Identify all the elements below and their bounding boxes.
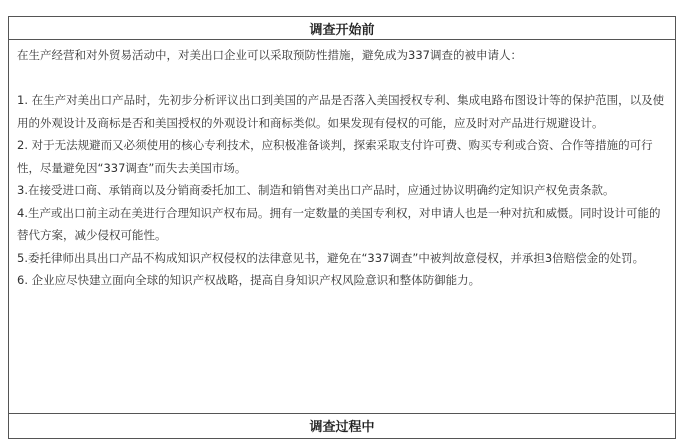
intro-paragraph: 在生产经营和对外贸易活动中，对美出口企业可以采取预防性措施，避免成为337调查的被申请人： xyxy=(17,48,522,62)
measure-item-3: 3.在接受进口商、承销商以及分销商委托加工、制造和销售对美出口产品时，应通过协议明确约定知识产权免责条款。 xyxy=(17,183,615,197)
measure-item-6: 6. 企业应尽快建立面向全球的知识产权战略，提高自身知识产权风险意识和整体防御能力。 xyxy=(17,273,481,287)
measure-item-4: 4.生产或出口前主动在美进行合理知识产权布局。拥有一定数量的美国专利权，对申请人也是一种对抗和威慑。同时设计可能的替代方案，减少侵权可能性。 xyxy=(17,205,661,242)
document-table xyxy=(8,16,676,439)
measure-item-5: 5.委托律师出具出口产品不构成知识产权侵权的法律意见书，避免在“337调查”中被判故意侵权，并承担3倍赔偿金的处罚。 xyxy=(17,250,645,265)
section-header-during-investigation: 调查过程中 xyxy=(309,419,375,435)
section-header-before-investigation: 调查开始前 xyxy=(9,17,675,40)
content-cell xyxy=(9,40,675,414)
measure-item-1: 1. 在生产对美出口产品时，先初步分析评议出口到美国的产品是否落入美国授权专利、集成电路布图设计等的保护范围，以及使用的外观设计及商标是否和美国授权的外观设计和商标类似。如果发现有侵权的可能，应及时对产品进行规避设计。 xyxy=(17,93,665,130)
measure-item-2: 2. 对于无法规避而又必须使用的核心专利技术，应积极准备谈判，探索采取支付许可费、购买专利或合资、合作等措施的可行性，尽量避免因“337调查”而失去美国市场。 xyxy=(17,138,653,175)
